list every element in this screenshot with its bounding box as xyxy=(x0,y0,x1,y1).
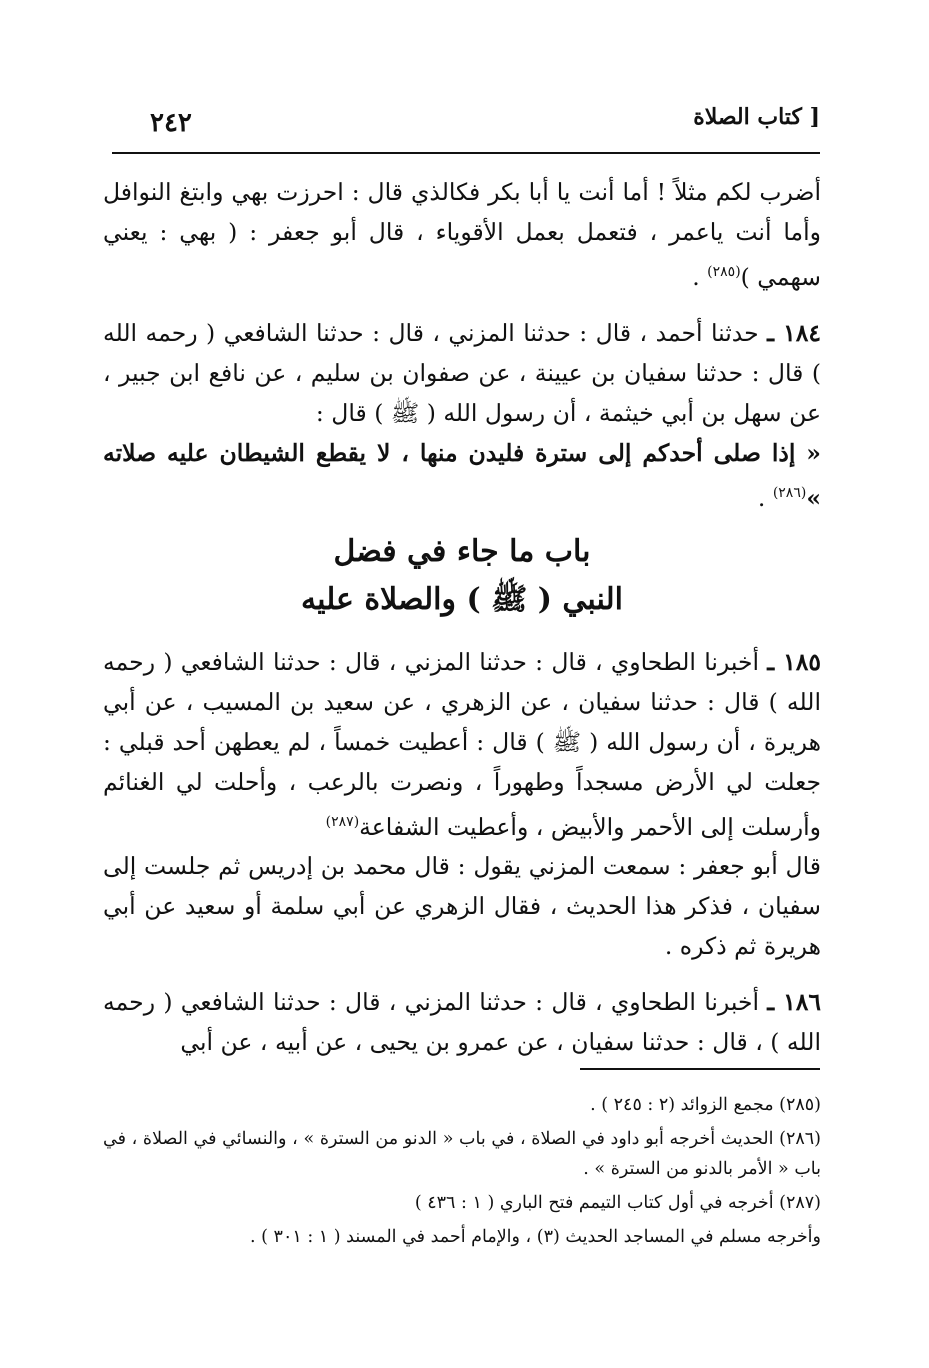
hadith-text: أخبرنا الطحاوي ، قال : حدثنا المزني ، قال : حدثنا الشافعي ( رحمه الله ) ، قال : حدثنا سفيان ، عن عمرو بن يحيى ، عن أبيه ، عن أبي xyxy=(103,988,821,1057)
running-title: [ كتاب الصلاة xyxy=(693,104,820,130)
hadith-number: ١٨٥ ـ xyxy=(767,647,821,676)
main-text xyxy=(103,172,821,1062)
footnote-ref: (٢٨٦) xyxy=(772,484,807,501)
footnote-287-cont: وأخرجه مسلم في المساجد الحديث (٣) ، والإمام أحمد في المسند ( ١ : ٣٠١ ) . xyxy=(250,1227,821,1247)
footnote-287: (٢٨٧) أخرجه في أول كتاب التيمم فتح الباري ( ١ : ٤٣٦ ) xyxy=(414,1193,821,1213)
hadith-185-note: قال أبو جعفر : سمعت المزني يقول : قال محمد بن إدريس ثم جلست إلى سفيان ، فذكر هذا الحديث ، فقال الزهري عن أبي سلمة أو سعيد عن أبي هريرة ثم ذكره . xyxy=(103,852,821,961)
paragraph-continuation xyxy=(103,172,821,297)
paragraph-text: أضرب لكم مثلاً ! أما أنت يا أبا بكر فكالذي قال : احرزت بهي وابتغ النوافل وأما أنت ياعمر ، فتعمل بعمل الأقوياء ، قال أبو جعفر : ( بهي : يعني سهمي ) xyxy=(103,178,821,291)
hadith-184 xyxy=(103,313,821,433)
hadith-185 xyxy=(103,642,821,847)
hadith-text: أخبرنا الطحاوي ، قال : حدثنا المزني ، قال : حدثنا الشافعي ( رحمه الله ) قال : حدثنا سفيان ، عن الزهري ، عن سعيد بن المسيب ، عن أبي هريرة ، أن رسول الله ( ﷺ ) قال : أعطيت خمساً ، لم يعطهن أحد قبلي : جعلت لي الأرض مسجداً وطهوراً ، ونصرت بالرعب ، وأحلت لي الغنائم وأرسلت إلى الأحمر والأبيض ، وأعطيت الشفاعة xyxy=(103,647,821,841)
page-number: ٢٤٢ xyxy=(150,108,192,138)
hadith-number: ١٨٤ ـ xyxy=(767,318,821,347)
period: . xyxy=(692,262,708,291)
page-header xyxy=(110,100,820,150)
footnote-rule xyxy=(580,1068,820,1070)
hadith-isnad: حدثنا أحمد ، قال : حدثنا المزني ، قال : حدثنا الشافعي ( رحمه الله ) قال : حدثنا سفيان بن عيينة ، عن صفوان بن سليم ، عن نافع ابن جبير ، عن سهل بن أبي خيثمة ، أن رسول الله ( ﷺ ) قال : xyxy=(103,318,821,427)
footnote-ref: (٢٨٥) xyxy=(707,264,741,280)
hadith-186 xyxy=(103,982,821,1062)
hadith-number: ١٨٦ ـ xyxy=(767,988,821,1017)
hadith-184-matn xyxy=(103,433,821,518)
period: . xyxy=(757,483,773,512)
footnote-286: (٢٨٦) الحديث أخرجه أبو داود في الصلاة ، في باب « الدنو من السترة » ، والنسائي في الصلاة ، في باب « الأمر بالدنو من السترة » . xyxy=(103,1129,821,1179)
footnote-285: (٢٨٥) مجمع الزوائد (٢ : ٢٤٥ ) . xyxy=(590,1095,821,1115)
footnotes xyxy=(103,1090,821,1256)
chapter-heading-line-1: باب ما جاء في فضل xyxy=(333,533,591,569)
header-rule xyxy=(112,152,820,154)
chapter-heading xyxy=(103,528,821,624)
chapter-heading-line-2: النبي ( ﷺ ) والصلاة عليه xyxy=(300,581,623,617)
footnote-ref: (٢٨٧) xyxy=(325,813,360,830)
hadith-matn: « إذا صلى أحدكم إلى سترة فليدن منها ، لا يقطع الشيطان عليه صلاته » xyxy=(103,438,821,512)
